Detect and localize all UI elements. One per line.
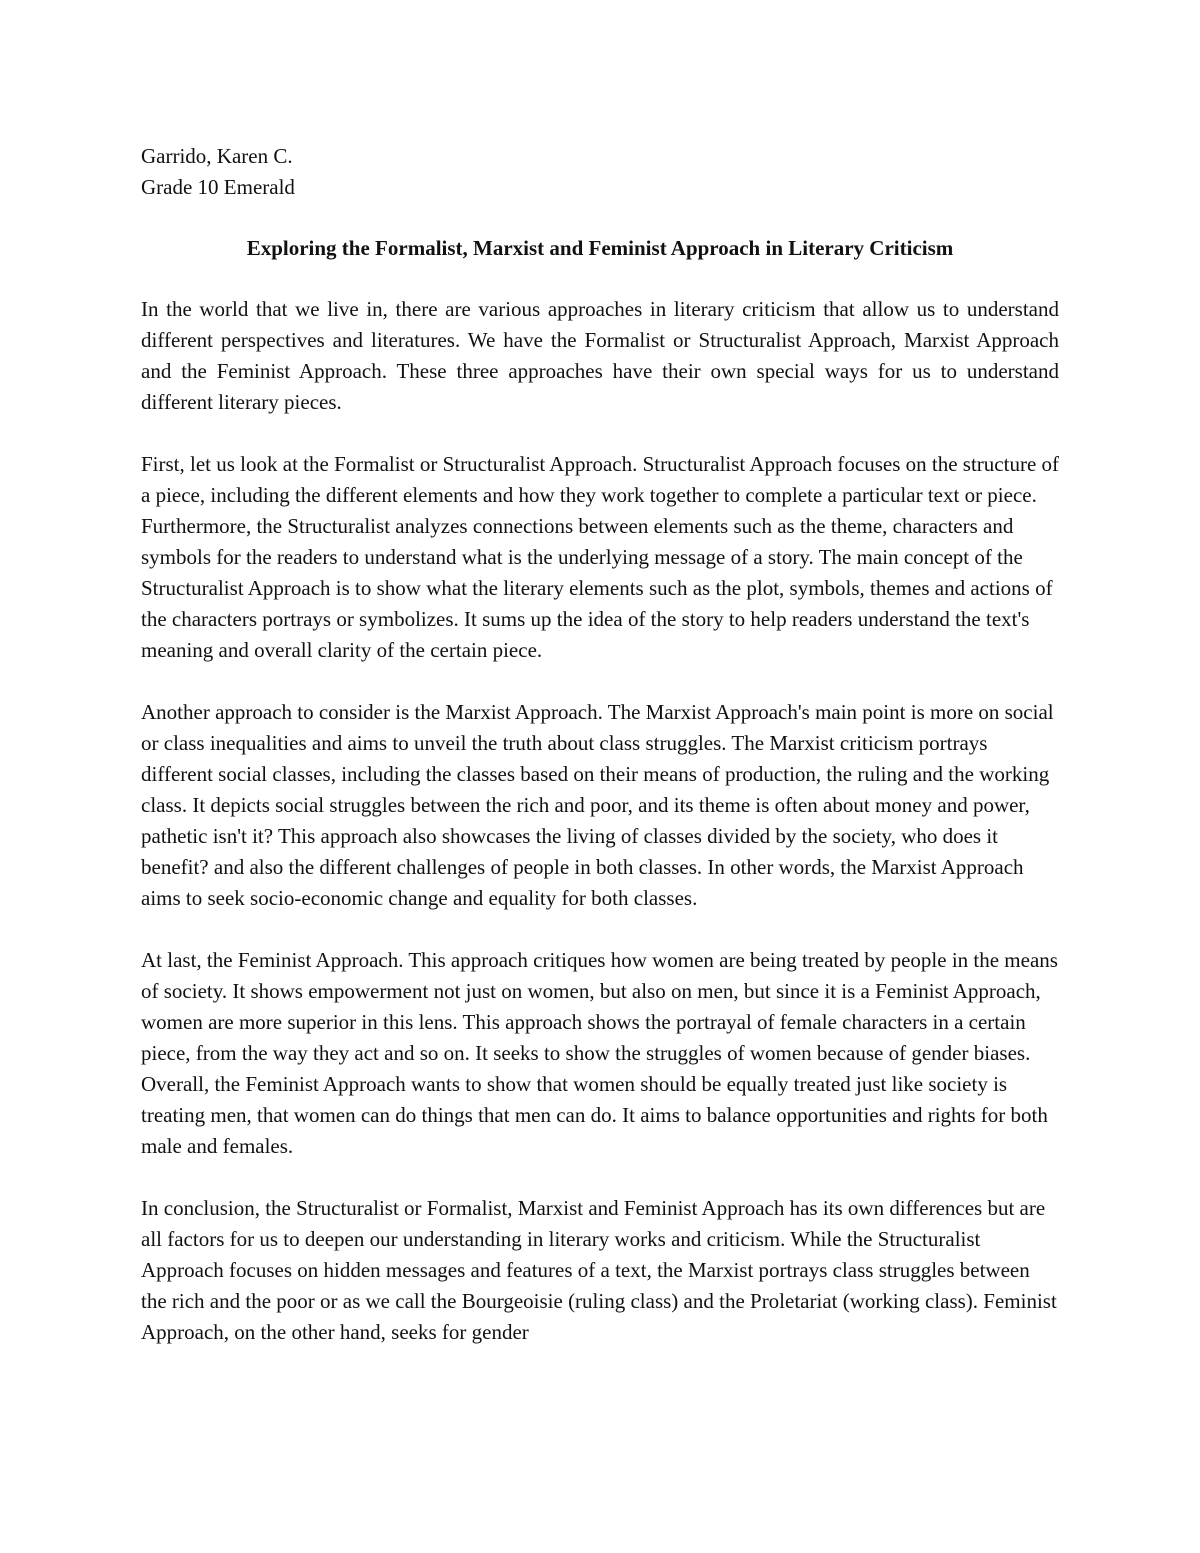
document-title: Exploring the Formalist, Marxist and Feminist Approach in Literary Criticism: [246, 236, 954, 260]
author-name: Garrido, Karen C.: [141, 144, 293, 168]
paragraph-marxist: Another approach to consider is the Marxist Approach. The Marxist Approach's main point is more on social or class inequalities and aims to unveil the truth about class struggles. The Marxist criticism portrays different social classes, including the classes based on their means of production, the ruling and the working class. It depicts social struggles between the rich and poor, and its theme is often about money and power, pathetic isn't it? This approach also showcases the living of classes divided by the society, who does it benefit? and also the different challenges of people in both classes. In other words, the Marxist Approach aims to seek socio-economic change and equality for both classes.: [141, 700, 1054, 910]
paragraph-feminist: At last, the Feminist Approach. This approach critiques how women are being treated by people in the means of society. It shows empowerment not just on women, but also on men, but since it is a Feminist Approach, women are more superior in this lens. This approach shows the portrayal of female characters in a certain piece, from the way they act and so on. It seeks to show the struggles of women because of gender biases. Overall, the Feminist Approach wants to show that women should be equally treated just like society is treating men, that women can do things that men can do. It aims to balance opportunities and rights for both male and females.: [141, 948, 1058, 1158]
paragraph-conclusion: In conclusion, the Structuralist or Formalist, Marxist and Feminist Approach has its own differences but are all factors for us to deepen our understanding in literary works and criticism. While the Structuralist Approach focuses on hidden messages and features of a text, the Marxist portrays class struggles between the rich and the poor or as we call the Bourgeoisie (ruling class) and the Proletariat (working class). Feminist Approach, on the other hand, seeks for gender: [141, 1196, 1057, 1344]
paragraph-introduction: In the world that we live in, there are various approaches in literary criticism that allow us to understand different perspectives and literatures. We have the Formalist or Structuralist Approach, Marxist Approach and the Feminist Approach. These three approaches have their own special ways for us to understand different literary pieces.: [141, 297, 1059, 414]
paragraph-formalist: First, let us look at the Formalist or Structuralist Approach. Structuralist Approach focuses on the structure of a piece, including the different elements and how they work together to complete a particular text or piece. Furthermore, the Structuralist analyzes connections between elements such as the theme, characters and symbols for the readers to understand what is the underlying message of a story. The main concept of the Structuralist Approach is to show what the literary elements such as the plot, symbols, themes and actions of the characters portrays or symbolizes. It sums up the idea of the story to help readers understand the text's meaning and overall clarity of the certain piece.: [141, 452, 1060, 662]
author-grade: Grade 10 Emerald: [141, 175, 295, 199]
document-body: [141, 141, 1059, 1348]
